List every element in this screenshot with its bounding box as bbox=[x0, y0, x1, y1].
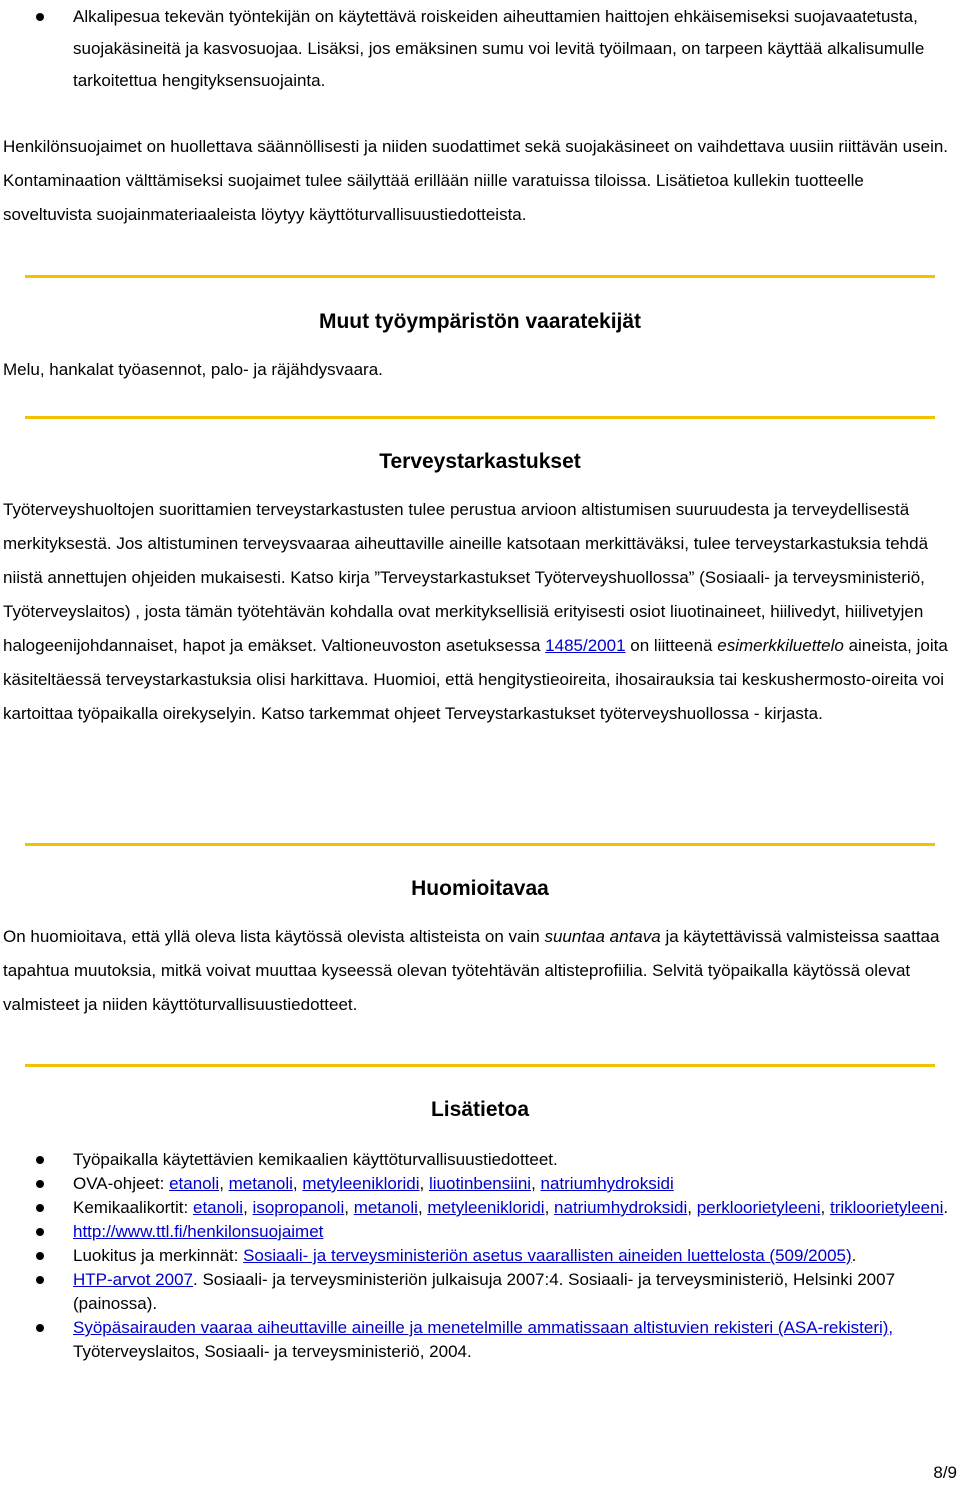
other-hazards-text: Melu, hankalat työasennot, palo- ja räjähdysvaara. bbox=[3, 360, 383, 379]
bullet-icon bbox=[36, 13, 44, 21]
ova-link[interactable]: liuotinbensiini bbox=[428, 1174, 532, 1193]
ova-link[interactable]: natriumhydroksidi bbox=[540, 1174, 674, 1193]
page-number: 8/9 bbox=[933, 1463, 957, 1482]
decree-link[interactable]: 1485/2001 bbox=[545, 636, 626, 655]
text-run: Työterveyslaitos, Sosiaali- ja terveysministeriö, 2004. bbox=[73, 1342, 472, 1361]
italic-text: esimerkkiluettelo bbox=[717, 636, 844, 655]
more-info-list bbox=[0, 1148, 955, 1364]
text-run: ja käytettävissä valmisteissa saattaa tapahtua muutoksia, mitkä voivat muuttaa kyseessä olevan työtehtävän altisteprofiilia. Selvitä työpaikalla käytössä olevat valmisteet ja niiden käyttöturvallisuustiedotteet. bbox=[3, 927, 940, 1014]
text-run: on liitteenä bbox=[625, 636, 718, 655]
list-item bbox=[0, 1148, 955, 1172]
chemical-card-link[interactable]: natriumhydroksidi bbox=[554, 1198, 688, 1217]
bullet-icon bbox=[36, 1276, 44, 1284]
list-item: Kemikaalikortit: etanoli, isopropanoli, metanoli, metyleenikloridi, natriumhydroksidi, perkloorietyleeni, trikloorietyleeni. bbox=[0, 1196, 955, 1220]
bullet-icon bbox=[36, 1228, 44, 1236]
bullet-icon bbox=[36, 1156, 44, 1164]
chemical-card-link[interactable]: trikloorietyleeni bbox=[829, 1198, 944, 1217]
maintenance-paragraph: Henkilönsuojaimet on huollettava säännöllisesti ja niiden suodattimet sekä suojakäsineet on vaihdettava uusiin riittävän usein. Kontaminaation välttämiseksi suojaimet tulee säilyttää erillään niille varatuissa tiloissa. Lisätietoa kullekin tuotteelle soveltuvista suojainmateriaaleista löytyy käyttöturvallisuustiedotteista. bbox=[3, 137, 949, 224]
text-run: Työterveyshuoltojen suorittamien terveystarkastusten tulee perustua arvioon altistumisen suuruudesta ja terveydellisestä merkityksestä. Jos altistuminen terveysvaaraa aiheuttaville aineille katsotaan merkittäväksi, tulee terveystarkastuksia tehdä niistä annettujen ohjeiden mukaisesti. Katso kirja ”Terveystarkastukset Työterveyshuollossa” (Sosiaali- ja terveysministeriö, Työterveyslaitos) , josta tämän työtehtävän kohdalla ovat merkityksellisiä erityisesti osiot liuotinaineet, hiilivedyt, hiilivetyjen halogeenijohdannaiset, hapot ja emäkset. Valtioneuvoston asetuksessa bbox=[3, 500, 929, 655]
section-title-health-checks: Terveystarkastukset bbox=[379, 450, 581, 473]
list-item bbox=[0, 1, 955, 97]
section-divider bbox=[25, 843, 935, 846]
chemical-card-link[interactable]: isopropanoli bbox=[252, 1198, 345, 1217]
top-bullet-list bbox=[0, 1, 955, 97]
ttl-link[interactable]: http://www.ttl.fi/henkilonsuojaimet bbox=[73, 1222, 324, 1241]
italic-text: suuntaa antava bbox=[544, 927, 661, 946]
bullet-icon bbox=[36, 1324, 44, 1332]
ova-link[interactable]: etanoli bbox=[169, 1174, 220, 1193]
chemical-card-link[interactable]: metanoli bbox=[353, 1198, 418, 1217]
chemical-card-link[interactable]: etanoli bbox=[192, 1198, 244, 1217]
asa-link[interactable]: Syöpäsairauden vaaraa aiheuttaville aineille ja menetelmille ammatissaan altistuvien rekisteri (ASA-rekisteri), bbox=[73, 1318, 894, 1337]
list-item-text: Alkalipesua tekevän työntekijän on käytettävä roiskeiden aiheuttamien haittojen ehkäisemiseksi suojavaatetusta, suojakäsineitä ja kasvosuojaa. Lisäksi, jos emäksinen sumu voi levitä työilmaan, on tarpeen käyttää alkalisumulle tarkoitettua hengityksensuojainta. bbox=[73, 7, 925, 90]
list-item bbox=[0, 1220, 955, 1244]
section-divider bbox=[25, 1064, 935, 1067]
text-run: . bbox=[851, 1246, 857, 1265]
list-item bbox=[0, 1244, 955, 1268]
bullet-icon bbox=[36, 1204, 44, 1212]
chemical-card-link[interactable]: perkloorietyleeni bbox=[696, 1198, 821, 1217]
list-item-label: Luokitus ja merkinnät: bbox=[73, 1246, 244, 1265]
section-divider bbox=[25, 275, 935, 278]
section-title-other-hazards: Muut työympäristön vaaratekijät bbox=[318, 310, 642, 333]
health-checks-text bbox=[3, 493, 953, 731]
section-title-more-info: Lisätietoa bbox=[430, 1098, 530, 1121]
classification-link[interactable]: Sosiaali- ja terveysministeriön asetus vaarallisten aineiden luettelosta (509/2005) bbox=[243, 1246, 852, 1265]
list-item: OVA-ohjeet: etanoli, metanoli, metyleenikloridi, liuotinbensiini, natriumhydroksidi bbox=[0, 1172, 955, 1196]
text-run: aineista, joita käsiteltäessä terveystarkastuksia olisi harkittava. Huomioi, että hengitystieoireita, ihosairauksia tai keskushermosto-oireita voi kartoittaa työpaikalla oirekyselyin. Katso tarkemmat ohjeet Terveystarkastukset työterveyshuollossa - kirjasta. bbox=[3, 636, 948, 723]
list-item bbox=[0, 1268, 955, 1316]
text-run: . Sosiaali- ja terveysministeriön julkaisuja 2007:4. Sosiaali- ja terveysministeriö, Helsinki 2007 (painossa). bbox=[73, 1270, 896, 1313]
bullet-icon bbox=[36, 1252, 44, 1260]
ova-link[interactable]: metanoli bbox=[228, 1174, 293, 1193]
ova-link[interactable]: metyleenikloridi bbox=[302, 1174, 420, 1193]
notes-text bbox=[3, 920, 953, 1022]
chemical-card-link[interactable]: metyleenikloridi bbox=[427, 1198, 545, 1217]
text-run: . bbox=[943, 1198, 949, 1217]
htp-link[interactable]: HTP-arvot 2007 bbox=[73, 1270, 193, 1289]
list-item bbox=[0, 1316, 955, 1364]
section-title-notes: Huomioitavaa bbox=[411, 877, 549, 900]
section-divider bbox=[25, 416, 935, 419]
list-item-label: Kemikaalikortit: bbox=[73, 1198, 193, 1217]
text-run: On huomioitava, että yllä oleva lista käytössä olevista altisteista on vain bbox=[3, 927, 545, 946]
list-item-text: Työpaikalla käytettävien kemikaalien käyttöturvallisuustiedotteet. bbox=[73, 1150, 558, 1169]
bullet-icon bbox=[36, 1180, 44, 1188]
list-item-label: OVA-ohjeet: bbox=[73, 1174, 170, 1193]
